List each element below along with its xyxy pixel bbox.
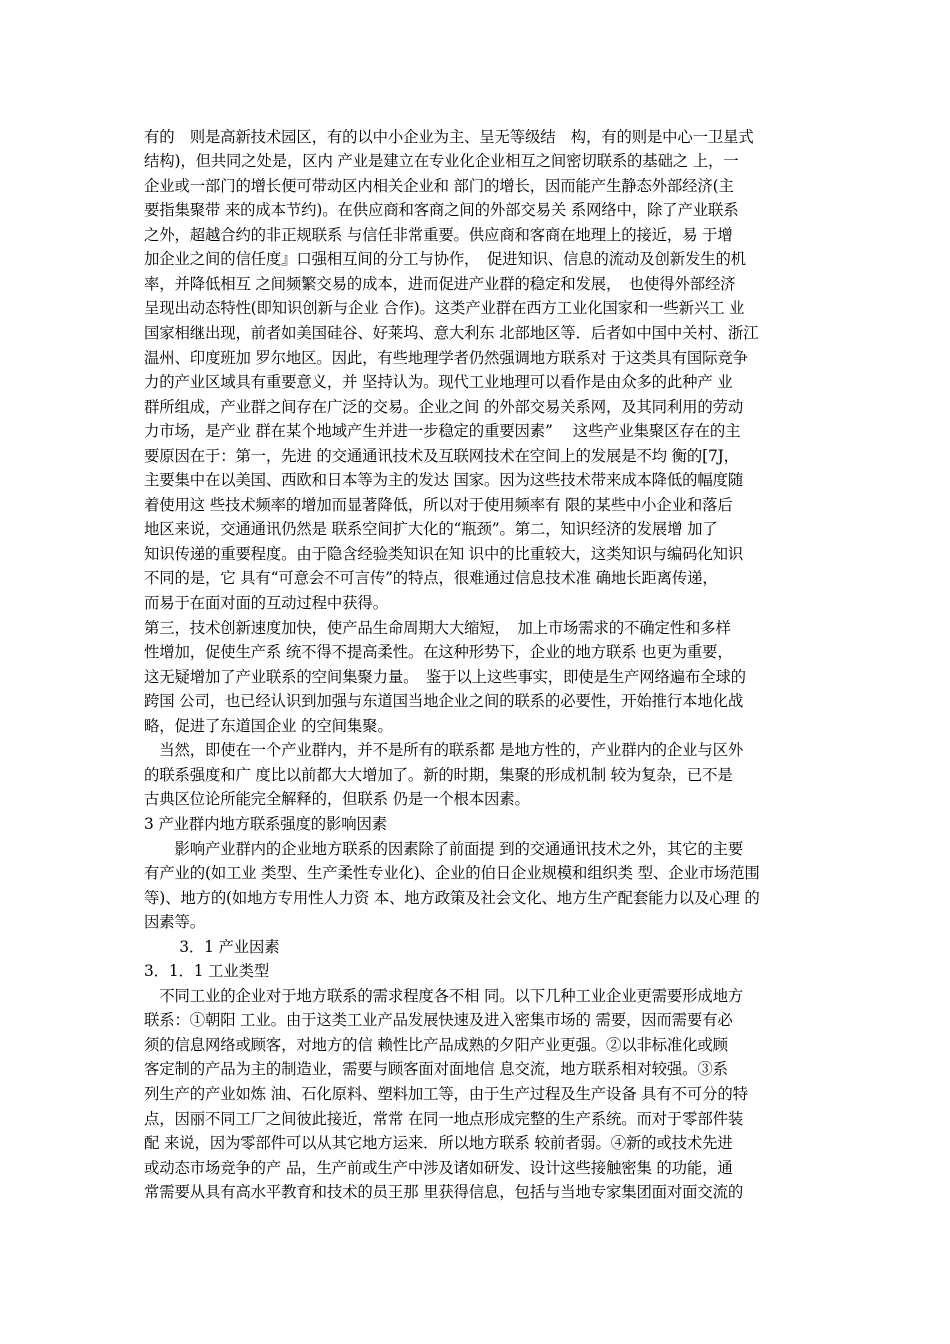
text-line: 力的产业区域具有重要意义，并 坚持认为。现代工业地理可以看作是由众多的此种产 业 [144,373,733,391]
text-line: 等)、地方的(如地方专用性人力资 本、地方政策及社会文化、地方生产配套能力以及心理 的 [144,888,760,907]
text-line: 因素等。 [144,913,205,932]
text-line: 性增加，促使生产系 统不得不提高柔性。在这种形势下，企业的地方联系 也更为重要， [144,643,733,662]
text-line: 地区来说，交通通讯仍然是 联系空间扩大化的“瓶颈”。第二，知识经济的发展增 加了 [144,520,718,539]
text-line: 须的信息网络或顾客，对地方的信 赖性比产品成熟的夕阳产业更强。②以非标准化或顾 [144,1035,728,1054]
text-line: 知识传递的重要程度。由于隐含经验类知识在知 识中的比重较大，这类知识与编码化知识 [144,544,744,563]
text-line: 力市场，是产业 群在某个地域产生并进一步稳定的重要因素” 这些产业集聚区存在的主 [144,422,741,441]
text-line: 温州、印度班加 罗尔地区。因此，有些地理学者仍然强调地方联系对 于这类具有国际竞争 [144,348,748,367]
text-line: 常需要从具有高水平教育和技术的员王那 里获得信息，包括与当地专家集团面对面交流的 [144,1183,744,1202]
text-line: 3．1．1 工业类型 [144,962,270,981]
text-line: 结构)，但共同之处是，区内 产业是建立在专业化企业相互之间密切联系的基础之 上，一 [144,152,739,171]
text-line: 而易于在面对面的互动过程中获得。 [144,594,388,612]
text-line: 着使用这 些技术频率的增加而显著降低，所以对于使用频率有 限的某些中小企业和落后 [144,495,733,514]
text-line: 不同工业的企业对于地方联系的需求程度各不相 同。以下几种工业企业更需要形成地方 [144,986,744,1005]
text-line: 3．1 产业因素 [144,937,280,956]
text-line: 第三，技术创新速度加快，使产品生命周期大大缩短， 加上市场需求的不确定性和多样 [144,618,731,637]
text-line: 点，因丽不同工厂之间彼此接近，常常 在同一地点形成完整的生产系统。而对于零部件装 [144,1109,744,1128]
text-line: 列生产的产业如炼 油、石化原料、塑料加工等，由于生产过程及生产设备 具有不可分的特 [144,1085,748,1103]
text-line: 配 来说，因为零部件可以从其它地方运来．所以地方联系 较前者弱。④新的或技术先进 [144,1134,733,1153]
text-line: 的联系强度和广 度比以前都大大增加了。新的时期，集聚的形成机制 较为复杂，已不是 [144,765,733,784]
text-line: 有的 则是高新技术园区，有的以中小企业为主、呈无等级结 构，有的则是中心一卫星式 [144,127,754,146]
text-line: 客定制的产品为主的制造业，需要与顾客面对面地信 息交流，地方联系相对较强。③系 [144,1060,728,1079]
text-line: 影响产业群内的企业地方联系的因素除了前面提 到的交通通讯技术之外，其它的主要 [144,839,744,858]
text-line: 要原因在于：第一，先进 的交通通讯技术及互联网技术在空间上的发展是不均 衡的[7J， [144,446,739,465]
text-line: 之外，超越合约的非正规联系 与信任非常重要。供应商和客商在地理上的接近，易 于增 [144,225,733,244]
text-line: 主要集中在以美国、西欧和日本等为主的发达 国家。因为这些技术带来成本降低的幅度随 [144,471,744,490]
text-line: 不同的是，它 具有“可意会不可言传”的特点，很难通过信息技术准 确地长距离传递， [144,569,718,588]
text-line: 加企业之间的信任度』口强相互间的分工与协作， 促进知识、信息的流动及创新发生的机 [144,250,746,269]
text-line: 群所组成，产业群之间存在广泛的交易。企业之间 的外部交易关系网，及其同利用的劳动 [144,397,744,416]
text-line: 这无疑增加了产业联系的空间集聚力量。 鉴于以上这些事实，即使是生产网络遍布全球的 [144,667,746,686]
text-line: 或动态市场竞争的产 品，生产前或生产中涉及诸如研发、设计这些接触密集 的功能，通 [144,1158,733,1177]
text-line: 呈现出动态特性(即知识创新与企业 合作)。这类产业群在西方工业化国家和一些新兴工 业 [144,299,745,318]
text-line: 当然，即使在一个产业群内，并不是所有的联系都 是地方性的，产业群内的企业与区外 [144,741,744,760]
text-line: 要指集聚带 来的成本节约)。在供应商和客商之间的外部交易关 系网络中，除了产业联系 [144,201,739,220]
text-line: 3 产业群内地方联系强度的影响因素 [144,814,387,833]
text-line: 略，促进了东道国企业 的空间集聚。 [144,716,393,735]
text-line: 有产业的(如工业 类型、生产柔性专业化)、企业的伯日企业规模和组织类 型、企业市场范围 [144,864,760,882]
text-line: 企业或一部门的增长便可带动区内相关企业和 部门的增长，因而能产生静态外部经济(主 [144,176,734,195]
text-line: 率，并降低相互 之间频繁交易的成本，进而促进产业群的稳定和发展， 也使得外部经济 [144,274,736,293]
text-line: 跨国 公司，也已经认识到加强与东道国当地企业之间的联系的必要性，开始推行本地化战 [144,692,744,711]
text-line: 联系：①朝阳 工业。由于这类工业产品发展快速及进入密集市场的 需要，因而需要有必 [144,1011,733,1030]
text-line: 国家相继出现，前者如美国硅谷、好莱坞、意大利东 北部地区等．后者如中国中关村、浙江 [144,323,759,342]
text-line: 古典区位论所能完全解释的，但联系 仍是一个根本因素。 [144,790,530,809]
